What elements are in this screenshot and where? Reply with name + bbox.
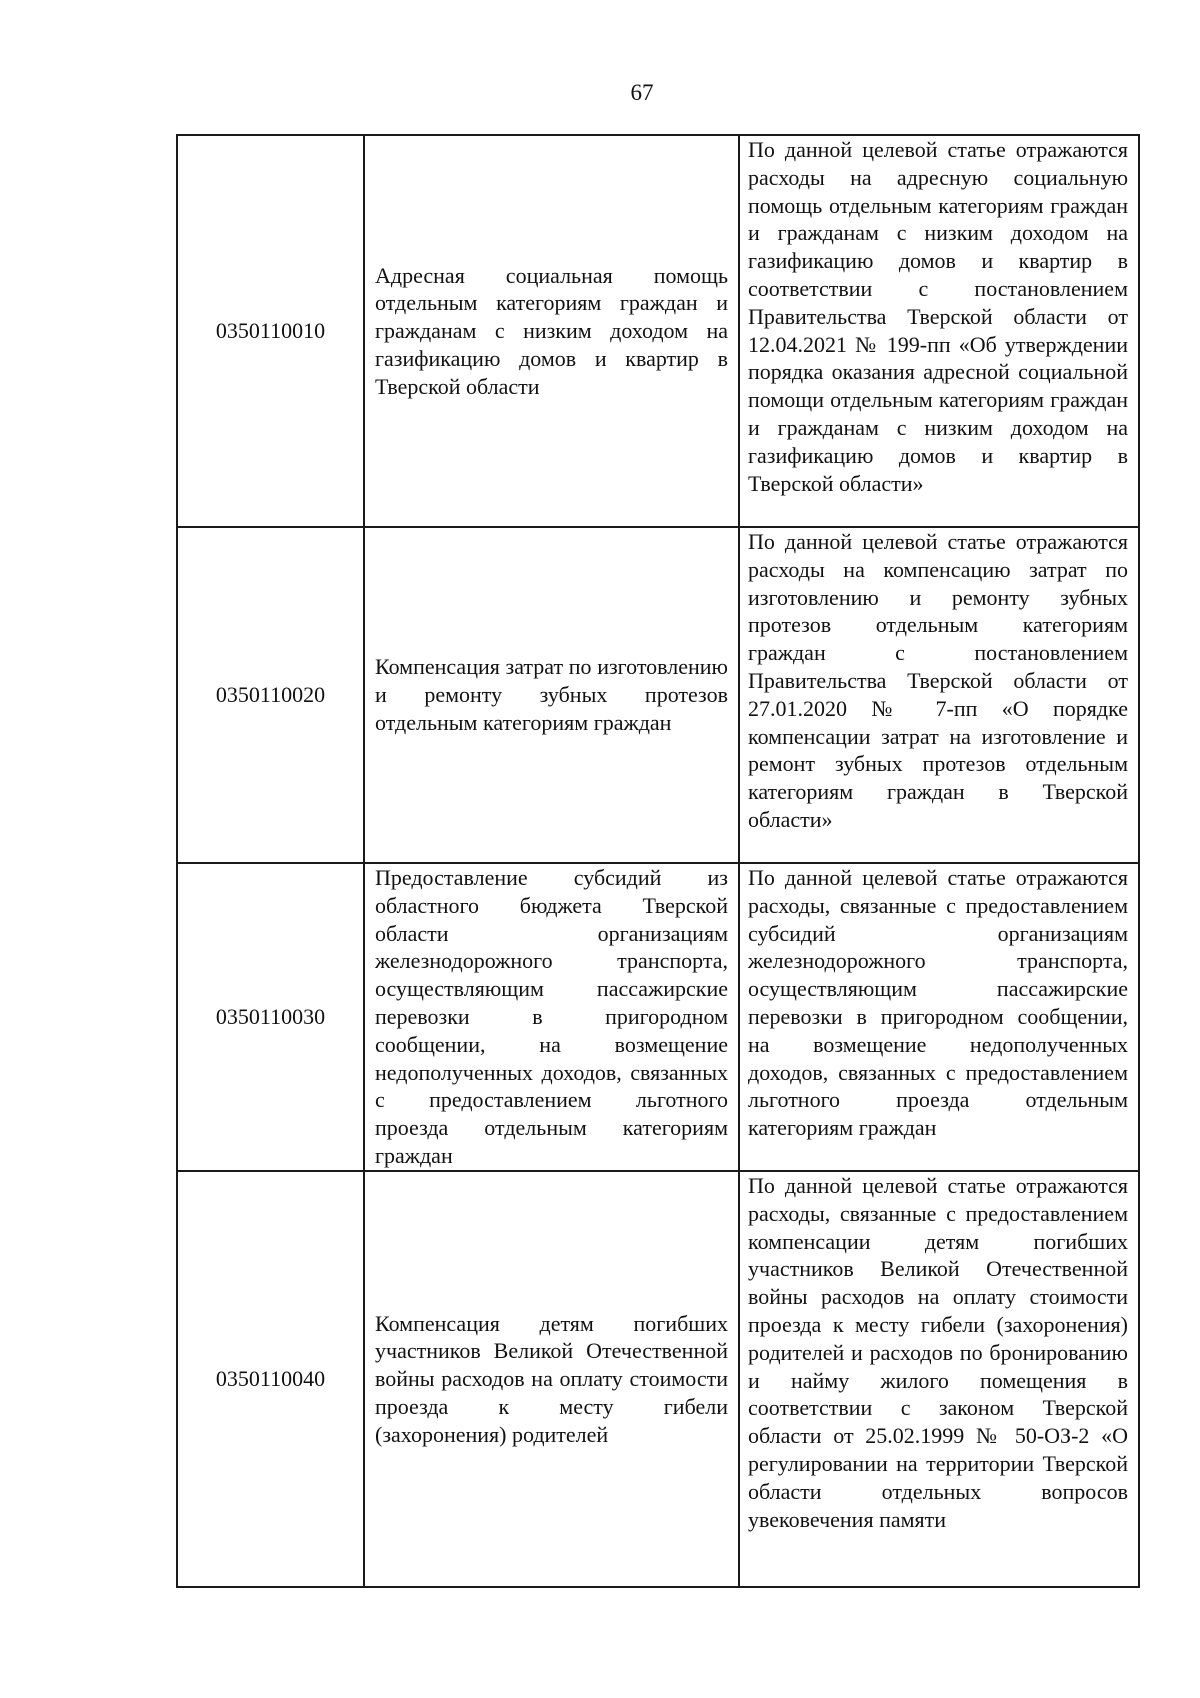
article-code-cell [177,527,364,863]
budget-articles-table [176,134,1140,1588]
article-name-cell [364,527,739,863]
article-description: По данной целевой статье отражаются расходы, связанные с предоставлением субсидий организациям железнодорожного транспорта, осуществляющим пассажирские перевозки в пригородном сообщении, на возмещение недополученных доходов, связанных с предоставлением льготного проезда отдельным категориям граждан [748,865,1128,1141]
page-number: 67 [630,80,654,105]
article-code-cell [177,863,364,1171]
article-description: По данной целевой статье отражаются расходы, связанные с предоставлением компенсации детям погибших участников Великой Отечественной войны расходов на оплату стоимости проезда к месту гибели (захоронения) родителей и расходов по бронированию и найму жилого помещения в соответствии с законом Тверской области от 25.02.1999 № 50-ОЗ-2 «О регулировании на территории Тверской области отдельных вопросов увековечения памяти [748,1173,1128,1532]
article-description: По данной целевой статье отражаются расходы на компенсацию затрат по изготовлению и ремонту зубных протезов отдельным категориям граждан с постановлением Правительства Тверской области от 27.01.2020 № 7-пп «О порядке компенсации затрат на изготовление и ремонт зубных протезов отдельным категориям граждан в Тверской области» [748,529,1128,832]
article-name: Предоставление субсидий из областного бюджета Тверской области организациям железнодорожного транспорта, осуществляющим пассажирские перевозки в пригородном сообщении, на возмещение недополученных доходов, связанных с предоставлением льготного проезда отдельным категориям граждан [375,865,728,1168]
article-code: 0350110020 [215,682,326,708]
article-name: Компенсация детям погибших участников Великой Отечественной войны расходов на оплату стоимости проезда к месту гибели (захоронения) родителей [375,1310,728,1447]
article-description-cell [739,527,1139,863]
table-row [177,863,1139,1171]
table-row [177,1171,1139,1587]
article-description-cell [739,863,1139,1171]
article-description-cell [739,135,1139,527]
article-name: Компенсация затрат по изготовлению и ремонту зубных протезов отдельным категориям граждан [375,654,728,735]
article-name-cell [364,135,739,527]
article-code: 0350110030 [215,1004,326,1030]
table-row [177,527,1139,863]
article-code-cell [177,135,364,527]
table-row [177,135,1139,527]
article-code-cell [177,1171,364,1587]
article-description-cell [739,1171,1139,1587]
article-name-cell [364,1171,739,1587]
article-code: 0350110010 [215,318,326,344]
article-name-cell [364,863,739,1171]
article-name: Адресная социальная помощь отдельным категориям граждан и гражданам с низким доходом на газификацию домов и квартир в Тверской области [375,262,728,399]
article-description: По данной целевой статье отражаются расходы на адресную социальную помощь отдельным категориям граждан и гражданам с низким доходом на газификацию домов и квартир в соответствии с постановлением Правительства Тверской области от 12.04.2021 № 199-пп «Об утверждении порядка оказания адресной социальной помощи отдельным категориям граждан и гражданам с низким доходом на газификацию домов и квартир в Тверской области» [748,137,1128,496]
article-code: 0350110040 [215,1366,326,1392]
